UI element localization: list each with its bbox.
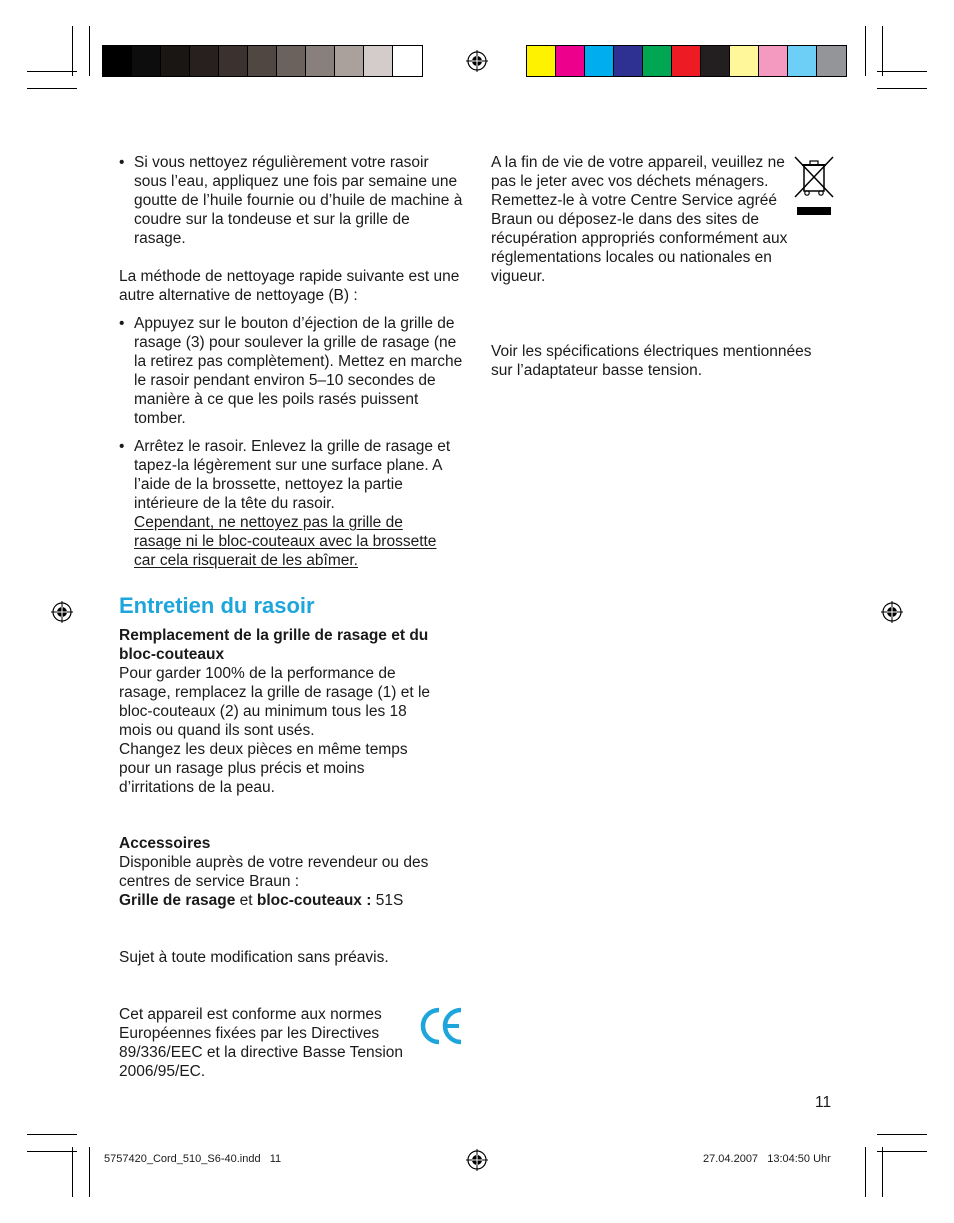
acc-code: 51S [371, 892, 404, 909]
crop-mark [27, 1151, 77, 1152]
bullet-oil-blade [119, 153, 464, 249]
bullet-text: Appuyez sur le bouton d’éjection de la grille de rasage (3) pour soulever la grille de rasage (ne la retirez pas complètement). Mettez en marche le rasoir pendant environ 5–10 secondes de manière à ce que les poils rasés puissent tomber. [134, 315, 463, 427]
gray-swatch-10 [364, 46, 393, 76]
crop-mark [877, 88, 927, 89]
bullet-dot: • [119, 154, 125, 171]
crop-mark [72, 1147, 73, 1197]
bullet-dot: • [119, 315, 125, 332]
page-number: 11 [815, 1094, 832, 1111]
color-swatch-4 [614, 46, 643, 76]
crop-mark [865, 1147, 866, 1197]
gray-swatch-1 [103, 46, 132, 76]
gray-swatch-11 [393, 46, 422, 76]
section-heading: Entretien du rasoir [119, 593, 315, 618]
footer-file-name: 5757420_Cord_510_S6-40.indd 11 [104, 1153, 282, 1165]
crop-mark [882, 1147, 883, 1197]
color-swatch-6 [672, 46, 701, 76]
registration-mark-icon [51, 601, 73, 623]
gray-swatch-6 [248, 46, 277, 76]
gray-swatch-7 [277, 46, 306, 76]
bullet-text [134, 437, 464, 570]
acc-bloc: bloc-couteaux : [256, 892, 372, 909]
color-swatch-10 [788, 46, 817, 76]
crop-mark [865, 26, 866, 76]
bullet-dot: • [119, 438, 125, 455]
bullet-eject-foil [119, 314, 464, 429]
replacement-text: Pour garder 100% de la performance de rasage, remplacez la grille de rasage (1) et le bloc-couteaux (2) au minimum tous les 18 mois ou quand ils sont usés. [119, 665, 431, 739]
bullet-brush-clean [119, 437, 464, 572]
crop-mark [89, 1147, 90, 1197]
color-swatch-1 [527, 46, 556, 76]
crop-mark [877, 1151, 927, 1152]
registration-mark-icon [466, 1149, 488, 1171]
bullet-text: Si vous nettoyez régulièrement votre rasoir sous l’eau, appliquez une fois par semaine une goutte de l’huile fournie ou d’huile de machine à coudre sur la tondeuse et sur la grille de rasage. [134, 154, 463, 247]
subject-to-change: Sujet à toute modification sans préavis. [119, 949, 389, 966]
crop-mark [877, 1134, 927, 1135]
process-color-bar [526, 45, 847, 77]
registration-mark-icon [466, 50, 488, 72]
accessories-text: Disponible auprès de votre revendeur ou des centres de service Braun : [119, 854, 429, 890]
color-swatch-7 [701, 46, 730, 76]
quick-clean-intro: La méthode de nettoyage rapide suivante est une autre alternative de nettoyage (B) : [119, 268, 460, 304]
electrical-specs-text: Voir les spécifications électriques mentionnées sur l’adaptateur basse tension. [491, 343, 812, 379]
crop-mark [72, 26, 73, 76]
gray-swatch-9 [335, 46, 364, 76]
replacement-title: Remplacement de la grille de rasage et du bloc-couteaux [119, 627, 429, 663]
color-swatch-8 [730, 46, 759, 76]
crop-mark [27, 71, 77, 72]
crop-mark [882, 26, 883, 76]
color-swatch-9 [759, 46, 788, 76]
acc-et: et [235, 892, 257, 909]
crossed-out-wheelie-bin-icon [793, 155, 835, 217]
ce-compliance-text: Cet appareil est conforme aux normes Européennes fixées par les Directives 89/336/EEC et la directive Basse Tension 2006/95/EC. [119, 1006, 404, 1080]
color-swatch-5 [643, 46, 672, 76]
gray-swatch-8 [306, 46, 335, 76]
accessories-parts [119, 891, 464, 910]
warning-underlined-text: Cependant, ne nettoyez pas la grille de rasage ni le bloc-couteaux avec la brossette car cela risquerait de les abîmer. [134, 514, 437, 569]
color-swatch-11 [817, 46, 846, 76]
bullet-plain-text: Arrêtez le rasoir. Enlevez la grille de rasage et tapez-la légèrement sur une surface plane. A l’aide de la brossette, nettoyez la partie intérieure de la tête du rasoir. [134, 438, 451, 512]
gray-swatch-3 [161, 46, 190, 76]
gray-swatch-4 [190, 46, 219, 76]
crop-mark [27, 1134, 77, 1135]
accessories-title: Accessoires [119, 835, 211, 852]
crop-mark [89, 26, 90, 76]
color-swatch-3 [585, 46, 614, 76]
acc-grille: Grille de rasage [119, 892, 236, 909]
gray-swatch-2 [132, 46, 161, 76]
disposal-text: A la fin de vie de votre appareil, veuillez ne pas le jeter avec vos déchets ménagers. Remettez-le à votre Centre Service agréé Braun ou déposez-le dans des sites de récupération appropriés conformément aux réglementations locales ou nationales en vigueur. [491, 154, 788, 285]
registration-mark-icon [881, 601, 903, 623]
grayscale-color-bar [102, 45, 423, 77]
replacement-text-2: Changez les deux pièces en même temps pour un rasage plus précis et moins d’irritations de la peau. [119, 741, 408, 796]
crop-mark [27, 88, 77, 89]
gray-swatch-5 [219, 46, 248, 76]
color-swatch-2 [556, 46, 585, 76]
ce-mark-icon [419, 1006, 465, 1046]
crop-mark [877, 71, 927, 72]
footer-timestamp: 27.04.2007 13:04:50 Uhr [703, 1153, 831, 1165]
